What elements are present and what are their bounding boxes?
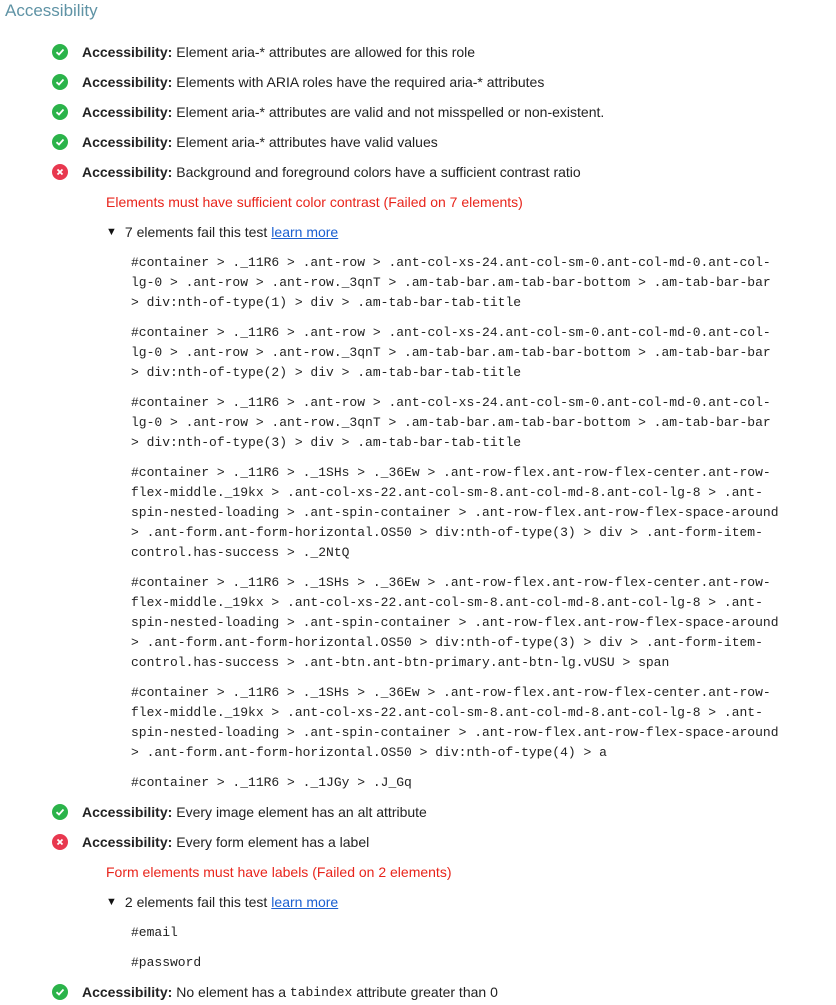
audit-text: attribute greater than 0 [352,984,498,1000]
triangle-down-icon: ▼ [106,226,117,238]
check-circle-icon [52,804,68,820]
check-circle-icon [52,74,68,90]
learn-more-link[interactable]: learn more [271,224,339,240]
contrast-details-toggle[interactable] [106,222,338,242]
audit-row [52,981,498,1003]
audit-code: tabindex [289,984,353,1000]
audit-category: Accessibility: [82,164,173,180]
audit-category: Accessibility: [82,984,173,1000]
audit-text: Element aria-* attributes are allowed for this role [176,44,476,60]
labels-error-message: Form elements must have labels (Failed on 2 elements) [106,864,452,880]
audit-row [52,41,475,63]
audit-row [52,71,544,93]
audit-row [52,831,369,853]
audit-text: Element aria-* attributes have valid values [176,134,438,150]
labels-summary: 2 elements fail this test [124,894,268,910]
audit-category: Accessibility: [82,74,173,90]
audit-text: Elements with ARIA roles have the required aria-* attributes [176,74,545,90]
triangle-down-icon: ▼ [106,896,117,908]
audit-row [52,161,581,183]
failing-selector: #container > ._11R6 > .ant-row > .ant-col-xs-24.ant-col-sm-0.ant-col-md-0.ant-col- lg-0 > .ant-row > .ant-row._3qnT > .am-tab-bar.am-tab-bar-bottom > .am-tab-bar-bar > div:nth-of-type(2) > div > .am-tab-bar-tab-title [131,325,771,380]
failing-selector: #container > ._11R6 > ._1SHs > ._36Ew > .ant-row-flex.ant-row-flex-center.ant-row- flex-middle._19kx > .ant-col-xs-22.ant-col-sm-8.ant-col-md-8.ant-col-lg-8 > .ant- spin-nested-loading > .ant-spin-container > .ant-row-flex.ant-row-flex-space-around > .ant-form.ant-form-horizontal.OS50 > div:nth-of-type(3) > div > .ant-form-item- control.has-success > .ant-btn.ant-btn-primary.ant-btn-lg.vUSU > span [131,575,779,670]
x-circle-icon [52,834,68,850]
audit-category: Accessibility: [82,804,173,820]
failing-selector: #password [131,955,202,970]
x-circle-icon [52,164,68,180]
audit-category: Accessibility: [82,104,173,120]
failing-selector: #container > ._11R6 > ._1SHs > ._36Ew > .ant-row-flex.ant-row-flex-center.ant-row- flex-middle._19kx > .ant-col-xs-22.ant-col-sm-8.ant-col-md-8.ant-col-lg-8 > .ant- spin-nested-loading > .ant-spin-container > .ant-row-flex.ant-row-flex-space-around > .ant-form.ant-form-horizontal.OS50 > div:nth-of-type(3) > div > .ant-form-item- control.has-success > ._2NtQ [131,465,779,560]
failing-selector: #container > ._11R6 > ._1JGy > .J_Gq [131,775,412,790]
check-circle-icon [52,134,68,150]
check-circle-icon [52,44,68,60]
audit-text: Every form element has a label [176,834,370,850]
learn-more-link[interactable]: learn more [271,894,339,910]
contrast-error-message: Elements must have sufficient color contrast (Failed on 7 elements) [106,194,523,210]
contrast-summary: 7 elements fail this test [124,224,268,240]
audit-row [52,801,427,823]
failing-selector: #email [131,925,178,940]
audit-category: Accessibility: [82,44,173,60]
section-title: Accessibility [5,1,98,20]
labels-details-toggle[interactable] [106,892,338,912]
audit-category: Accessibility: [82,834,173,850]
audit-row [52,131,438,153]
audit-category: Accessibility: [82,134,173,150]
failing-selector: #container > ._11R6 > .ant-row > .ant-col-xs-24.ant-col-sm-0.ant-col-md-0.ant-col- lg-0 > .ant-row > .ant-row._3qnT > .am-tab-bar.am-tab-bar-bottom > .am-tab-bar-bar > div:nth-of-type(3) > div > .am-tab-bar-tab-title [131,395,771,450]
audit-text: Background and foreground colors have a sufficient contrast ratio [176,164,581,180]
audit-text: Element aria-* attributes are valid and not misspelled or non-existent. [176,104,605,120]
failing-selector: #container > ._11R6 > .ant-row > .ant-col-xs-24.ant-col-sm-0.ant-col-md-0.ant-col- lg-0 > .ant-row > .ant-row._3qnT > .am-tab-bar.am-tab-bar-bottom > .am-tab-bar-bar > div:nth-of-type(1) > div > .am-tab-bar-tab-title [131,255,771,310]
check-circle-icon [52,984,68,1000]
check-circle-icon [52,104,68,120]
audit-text: Every image element has an alt attribute [176,804,427,820]
audit-text: No element has a [176,984,290,1000]
failing-selector: #container > ._11R6 > ._1SHs > ._36Ew > .ant-row-flex.ant-row-flex-center.ant-row- flex-middle._19kx > .ant-col-xs-22.ant-col-sm-8.ant-col-md-8.ant-col-lg-8 > .ant- spin-nested-loading > .ant-spin-container > .ant-row-flex.ant-row-flex-space-around > .ant-form.ant-form-horizontal.OS50 > div:nth-of-type(4) > a [131,685,779,760]
audit-row [52,101,604,123]
